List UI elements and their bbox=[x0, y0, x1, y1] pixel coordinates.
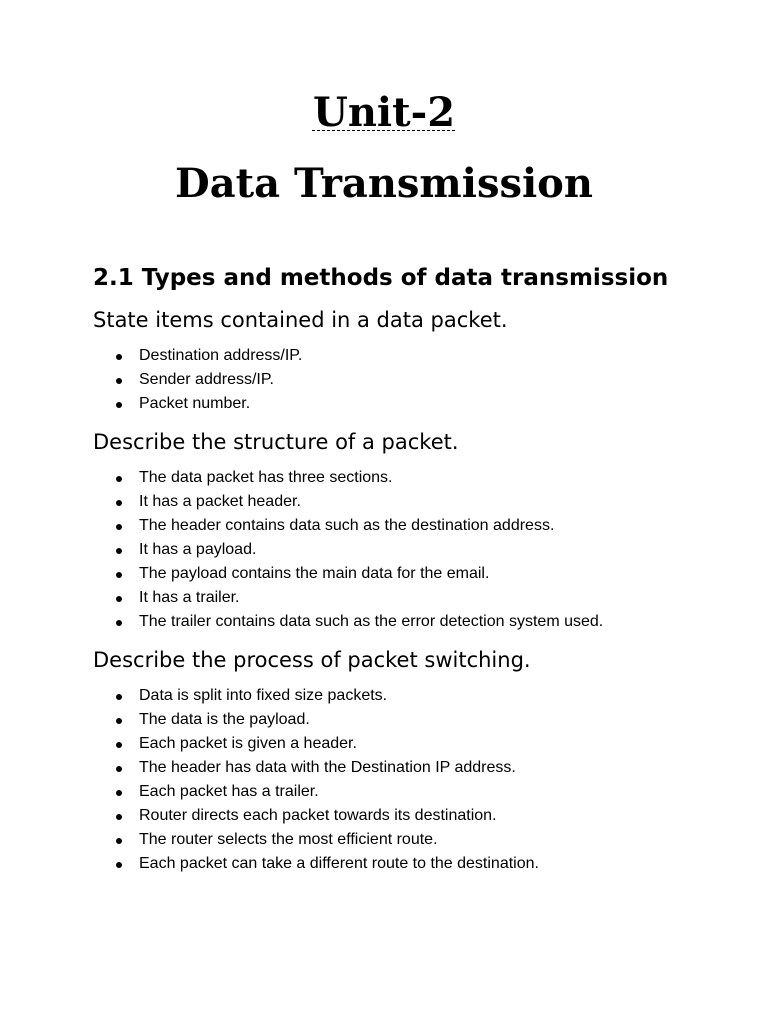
document-body bbox=[93, 262, 713, 888]
question-heading: Describe the structure of a packet. bbox=[93, 430, 459, 454]
list-item: The trailer contains data such as the error detection system used. bbox=[93, 610, 713, 634]
list-item: Each packet has a trailer. bbox=[93, 780, 713, 804]
list-item: Destination address/IP. bbox=[93, 344, 713, 368]
list-item: The data is the payload. bbox=[93, 708, 713, 732]
list-item: Each packet is given a header. bbox=[93, 732, 713, 756]
list-item: It has a packet header. bbox=[93, 490, 713, 514]
document-title: Data Transmission bbox=[175, 160, 593, 207]
list-item: Sender address/IP. bbox=[93, 368, 713, 392]
bullet-list bbox=[93, 344, 713, 416]
question-heading: Describe the process of packet switching. bbox=[93, 648, 531, 672]
list-item: Packet number. bbox=[93, 392, 713, 416]
list-item: The header contains data such as the destination address. bbox=[93, 514, 713, 538]
list-item: It has a payload. bbox=[93, 538, 713, 562]
list-item: Router directs each packet towards its destination. bbox=[93, 804, 713, 828]
list-item: The data packet has three sections. bbox=[93, 466, 713, 490]
section-heading: 2.1 Types and methods of data transmission bbox=[93, 265, 669, 291]
list-item: Each packet can take a different route to the destination. bbox=[93, 852, 713, 876]
list-item: The payload contains the main data for the email. bbox=[93, 562, 713, 586]
unit-title-text: Unit-2 bbox=[312, 89, 456, 136]
list-item: Data is split into fixed size packets. bbox=[93, 684, 713, 708]
list-item: The router selects the most efficient route. bbox=[93, 828, 713, 852]
question-heading: State items contained in a data packet. bbox=[93, 308, 508, 332]
unit-title bbox=[0, 88, 768, 138]
bullet-list bbox=[93, 684, 713, 876]
list-item: It has a trailer. bbox=[93, 586, 713, 610]
bullet-list bbox=[93, 466, 713, 634]
list-item: The header has data with the Destination IP address. bbox=[93, 756, 713, 780]
